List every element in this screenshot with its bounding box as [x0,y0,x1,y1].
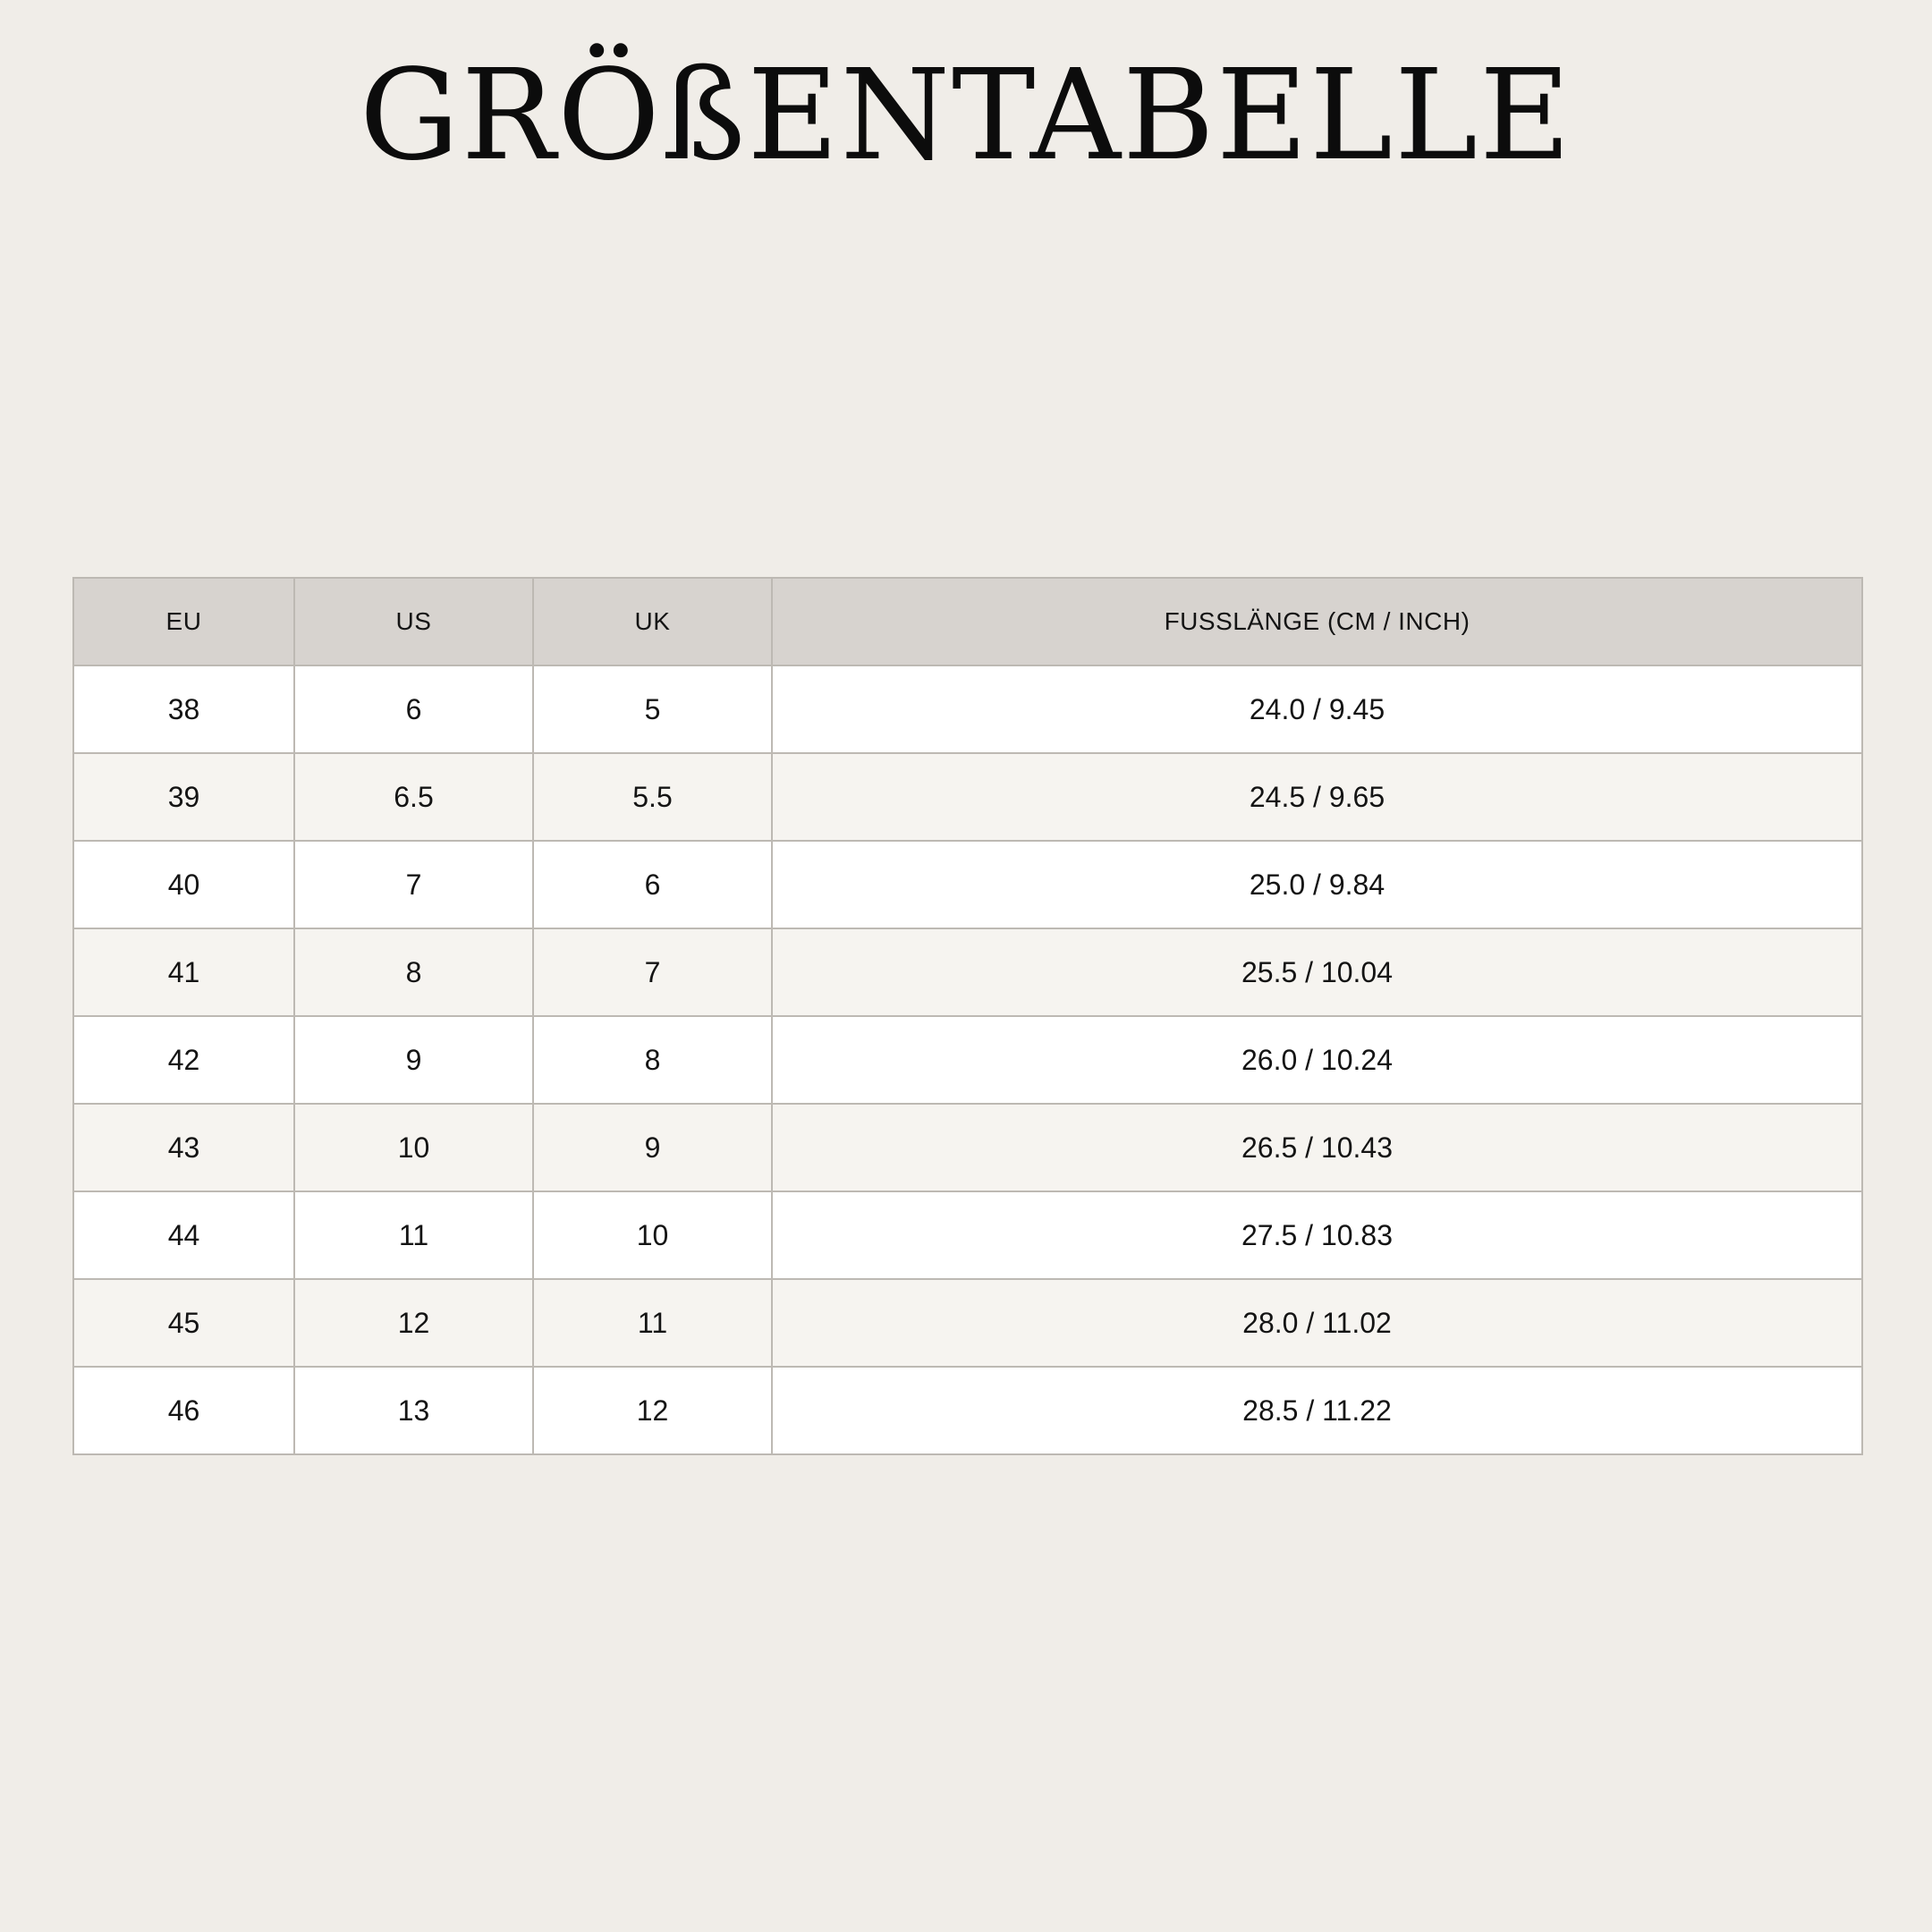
cell-eu: 44 [73,1191,294,1279]
table-header-row [73,578,1862,665]
table-row [73,841,1862,928]
cell-eu: 42 [73,1016,294,1104]
cell-foot-length: 25.0 / 9.84 [772,841,1862,928]
table-row [73,665,1862,753]
header-foot-length: FUSSLÄNGE (CM / INCH) [772,578,1862,665]
table-row [73,1191,1862,1279]
cell-uk: 11 [533,1279,772,1367]
cell-uk: 8 [533,1016,772,1104]
cell-foot-length: 28.0 / 11.02 [772,1279,1862,1367]
cell-uk: 9 [533,1104,772,1191]
cell-foot-length: 27.5 / 10.83 [772,1191,1862,1279]
table-row [73,753,1862,841]
cell-us: 8 [294,928,533,1016]
table-row [73,1279,1862,1367]
cell-uk: 6 [533,841,772,928]
cell-foot-length: 24.5 / 9.65 [772,753,1862,841]
page-title: GRÖßENTABELLE [359,43,1573,189]
cell-eu: 39 [73,753,294,841]
cell-uk: 12 [533,1367,772,1454]
header-uk: UK [533,578,772,665]
cell-uk: 7 [533,928,772,1016]
cell-foot-length: 26.0 / 10.24 [772,1016,1862,1104]
table-row [73,1367,1862,1454]
cell-us: 13 [294,1367,533,1454]
cell-eu: 38 [73,665,294,753]
header-eu: EU [73,578,294,665]
size-chart-table [72,577,1863,1455]
table-row [73,1016,1862,1104]
table-row [73,928,1862,1016]
cell-us: 9 [294,1016,533,1104]
cell-eu: 43 [73,1104,294,1191]
cell-uk: 5.5 [533,753,772,841]
table-row [73,1104,1862,1191]
cell-eu: 46 [73,1367,294,1454]
cell-foot-length: 25.5 / 10.04 [772,928,1862,1016]
cell-us: 10 [294,1104,533,1191]
cell-foot-length: 28.5 / 11.22 [772,1367,1862,1454]
cell-us: 12 [294,1279,533,1367]
header-us: US [294,578,533,665]
cell-foot-length: 24.0 / 9.45 [772,665,1862,753]
cell-us: 11 [294,1191,533,1279]
cell-foot-length: 26.5 / 10.43 [772,1104,1862,1191]
cell-us: 6 [294,665,533,753]
cell-eu: 40 [73,841,294,928]
cell-eu: 41 [73,928,294,1016]
cell-uk: 10 [533,1191,772,1279]
cell-eu: 45 [73,1279,294,1367]
cell-uk: 5 [533,665,772,753]
cell-us: 7 [294,841,533,928]
cell-us: 6.5 [294,753,533,841]
